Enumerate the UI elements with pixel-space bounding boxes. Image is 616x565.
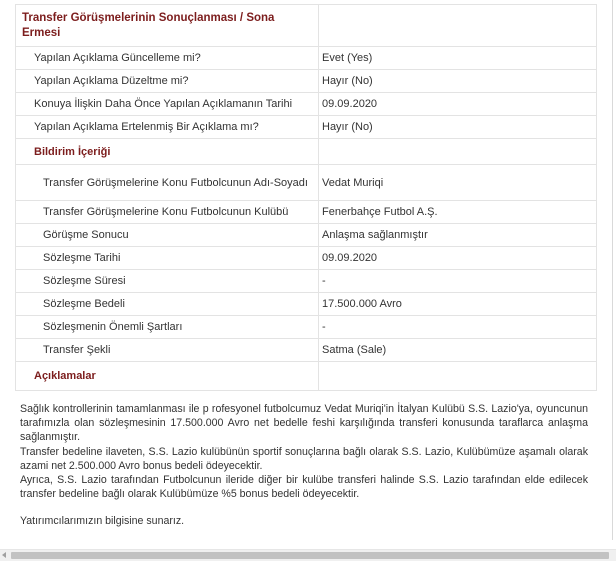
table-row [16,247,597,270]
field-value: Hayır (No) [319,116,597,139]
field-value: 17.500.000 Avro [319,293,597,316]
table-row [16,339,597,362]
field-label: Konuya İlişkin Daha Önce Yapılan Açıklamanın Tarihi [16,93,319,116]
table-row [16,116,597,139]
table-row [16,93,597,116]
table-row [16,293,597,316]
paragraph: Sağlık kontrollerinin tamamlanması ile p rofesyonel futbolcumuz Vedat Muriqi'in İtalyan Kulübü S.S. Lazio'ya, oyuncunun tarafımızla olan sözleşmesinin 17.500.000 Avro net bedelle feshi karşılığında transferi konusunda taraflarca anlaşma sağlanmıştır. [20,403,588,444]
section-row [16,139,597,165]
field-label: Yapılan Açıklama Ertelenmiş Bir Açıklama mı? [16,116,319,139]
field-label: Transfer Görüşmelerine Konu Futbolcunun Kulübü [16,201,319,224]
field-value: Evet (Yes) [319,47,597,70]
section-heading-explanations: Açıklamalar [16,362,319,391]
field-label: Sözleşme Tarihi [16,247,319,270]
field-value: Anlaşma sağlanmıştır [319,224,597,247]
table-row [16,224,597,247]
table-row [16,165,597,201]
field-value: Vedat Muriqi [319,165,597,201]
scrollbar-thumb[interactable] [11,552,609,559]
horizontal-scrollbar[interactable] [0,549,616,561]
field-label: Transfer Şekli [16,339,319,362]
table-row [16,316,597,339]
explanation-text [20,402,588,529]
field-value: Satma (Sale) [319,339,597,362]
section-heading-notification: Bildirim İçeriği [16,139,319,165]
title-row [16,5,597,47]
field-label: Görüşme Sonucu [16,224,319,247]
table-row [16,201,597,224]
disclosure-table [15,4,597,391]
field-value: Fenerbahçe Futbol A.Ş. [319,201,597,224]
paragraph: Ayrıca, S.S. Lazio tarafından Futbolcunun ileride diğer bir kulübe transferi halinde S.S. Lazio tarafından elde edilecek transfer bedeline bağlı olarak Kulübümüze %5 bonus bedeli ödeyecektir. [20,474,588,501]
table-row [16,270,597,293]
field-label: Sözleşmenin Önemli Şartları [16,316,319,339]
paragraph: Transfer bedeline ilaveten, S.S. Lazio kulübünün sportif sonuçlarına bağlı olarak S.S. Lazio, Kulübümüze aşamalı olarak azami net 2.500.000 Avro bonus bedeli ödeyecektir. [20,445,588,472]
field-label: Transfer Görüşmelerine Konu Futbolcunun Adı-Soyadı [16,165,319,201]
field-value: - [319,316,597,339]
field-value: 09.09.2020 [319,93,597,116]
section-row [16,362,597,391]
field-value: Hayır (No) [319,70,597,93]
field-label: Yapılan Açıklama Güncelleme mi? [16,47,319,70]
scroll-left-arrow-icon[interactable] [2,552,6,558]
table-row [16,70,597,93]
table-row [16,47,597,70]
field-label: Sözleşme Bedeli [16,293,319,316]
field-value: - [319,270,597,293]
field-label: Sözleşme Süresi [16,270,319,293]
disclosure-title: Transfer Görüşmelerinin Sonuçlanması / Sona Ermesi [16,5,319,47]
field-value: 09.09.2020 [319,247,597,270]
closing-text: Yatırımcılarımızın bilgisine sunarız. [20,515,185,528]
field-label: Yapılan Açıklama Düzeltme mi? [16,70,319,93]
